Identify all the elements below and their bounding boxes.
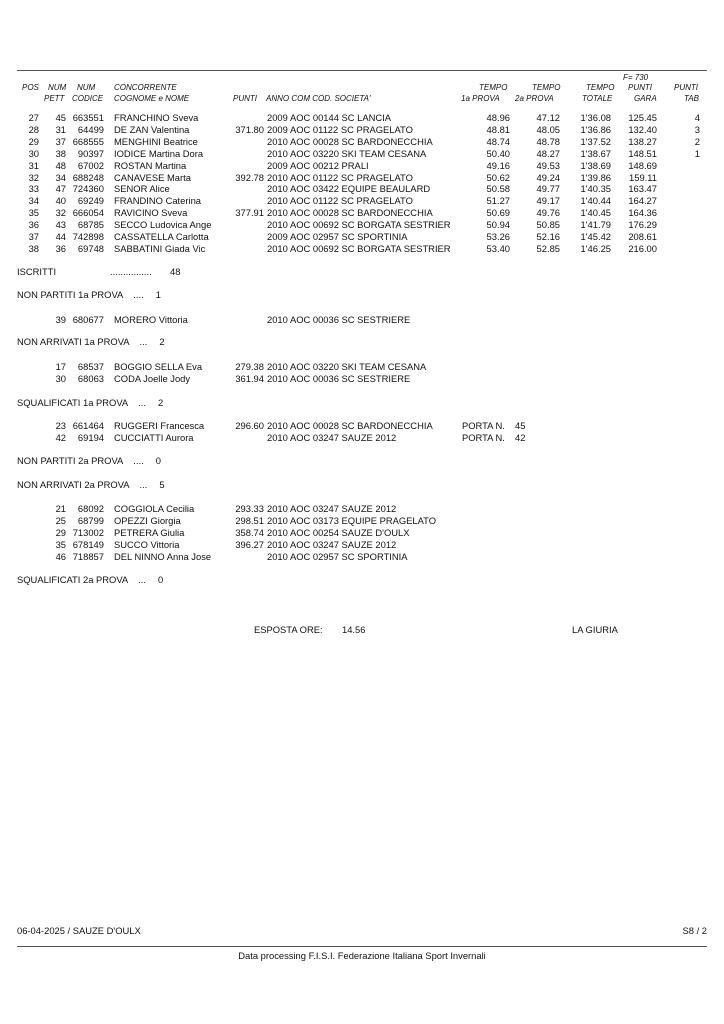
athlete-year-club: 2009 AOC 01122 SC PRAGELATO [267, 124, 413, 135]
athlete-name: CANAVESE Marta [114, 172, 191, 183]
run-1-time: 50.94 [486, 219, 510, 230]
col-codice: CODICE [72, 94, 104, 103]
run-1-time: 53.26 [486, 231, 510, 242]
bib-number: 29 [55, 527, 66, 538]
col-punti-gara: PUNTI [628, 83, 652, 92]
run-1-time: 53.40 [486, 243, 510, 254]
athlete-year-club: 2010 AOC 03422 EQUIPE BEAULARD [267, 183, 431, 194]
total-time: 1'40.45 [580, 207, 611, 218]
athlete-code: 90397 [77, 148, 104, 159]
bib-number: 37 [55, 136, 66, 147]
total-time: 1'36.86 [580, 124, 611, 135]
col-pett: PETT [44, 94, 65, 103]
athlete-year-club: 2010 AOC 00692 SC BORGATA SESTRIER [267, 243, 451, 254]
athlete-name: RAVICINO Sveva [114, 207, 188, 218]
bib-number: 31 [55, 124, 66, 135]
iscritti-count: 48 [170, 266, 181, 277]
run-2-time: 49.76 [536, 207, 560, 218]
col-prova-1: 1a PROVA [461, 94, 500, 103]
section-dots: ... [138, 574, 146, 585]
race-points: 132.40 [628, 124, 657, 135]
section-label: SQUALIFICATI 2a PROVA [17, 574, 129, 585]
athlete-year-club: 2010 AOC 01122 SC PRAGELATO [267, 195, 413, 206]
athlete-year-club: 2010 AOC 00028 SC BARDONECCHIA [267, 207, 433, 218]
athlete-points: 298.51 [235, 515, 264, 526]
run-2-time: 52.16 [536, 231, 560, 242]
section-dots: .... [133, 455, 144, 466]
athlete-year-club: 2010 AOC 03220 SKI TEAM CESANA [267, 361, 427, 372]
bib-number: 25 [55, 515, 66, 526]
run-2-time: 48.78 [536, 136, 560, 147]
athlete-code: 68063 [77, 373, 104, 384]
athlete-name: SENOR Alice [114, 183, 170, 194]
position: 36 [28, 219, 39, 230]
athlete-name: MORERO Vittoria [114, 314, 188, 325]
position: 30 [28, 148, 39, 159]
race-points: 148.69 [628, 160, 657, 171]
athlete-code: 68537 [77, 361, 104, 372]
total-time: 1'38.67 [580, 148, 611, 159]
section-count: 0 [157, 574, 164, 585]
bib-number: 42 [55, 432, 66, 443]
table-points: 1 [694, 148, 700, 159]
athlete-code: 68785 [77, 219, 104, 230]
top-rule [17, 70, 707, 71]
athlete-name: SABBATINI Giada Vic [114, 243, 206, 254]
athlete-year-club: 2009 AOC 00212 PRALI [267, 160, 369, 171]
athlete-year-club: 2010 AOC 00028 SC BARDONECCHIA [267, 136, 433, 147]
bib-number: 39 [55, 314, 66, 325]
col-tempo-2: TEMPO [532, 83, 561, 92]
run-1-time: 50.69 [486, 207, 510, 218]
iscritti-label: ISCRITTI [17, 266, 57, 277]
section-count: 0 [155, 455, 161, 466]
table-points: 2 [694, 136, 700, 147]
col-gara: GARA [634, 94, 657, 103]
gate-label: PORTA N. [462, 420, 505, 431]
athlete-code: 68799 [77, 515, 104, 526]
bib-number: 43 [55, 219, 66, 230]
athlete-name: CASSATELLA Carlotta [114, 231, 209, 242]
run-1-time: 48.96 [486, 112, 510, 123]
section-count: 2 [159, 336, 165, 347]
bib-number: 32 [55, 207, 66, 218]
run-2-time: 48.05 [536, 124, 560, 135]
position: 33 [28, 183, 39, 194]
race-points: 163.47 [628, 183, 657, 194]
bib-number: 45 [55, 112, 66, 123]
race-points: 208.61 [628, 231, 657, 242]
athlete-code: 69249 [77, 195, 104, 206]
position: 35 [28, 207, 39, 218]
athlete-points: 371.80 [235, 124, 264, 135]
athlete-name: PETRERA Giulia [114, 527, 185, 538]
col-punti-tab: PUNTI [674, 83, 698, 92]
position: 31 [28, 160, 39, 171]
bib-number: 40 [55, 195, 66, 206]
footer-date-place: 06-04-2025 / SAUZE D'OULX [17, 925, 141, 936]
bib-number: 34 [55, 172, 66, 183]
gate-label: PORTA N. [462, 432, 505, 443]
gate-number: 42 [515, 432, 526, 443]
run-1-time: 49.16 [486, 160, 510, 171]
section-label: NON PARTITI 2a PROVA [17, 455, 124, 466]
section-label: NON PARTITI 1a PROVA [17, 289, 124, 300]
athlete-year-club: 2010 AOC 00692 SC BORGATA SESTRIER [267, 219, 451, 230]
col-prova-2: 2a PROVA [515, 94, 554, 103]
run-2-time: 47.12 [536, 112, 560, 123]
athlete-year-club: 2010 AOC 00036 SC SESTRIERE [267, 314, 411, 325]
athlete-points: 279.38 [235, 361, 264, 372]
total-time: 1'39.86 [580, 172, 611, 183]
bib-number: 35 [55, 539, 66, 550]
table-points: 3 [694, 124, 700, 135]
race-points: 164.27 [628, 195, 657, 206]
bib-number: 21 [55, 503, 66, 514]
total-time: 1'41.79 [580, 219, 611, 230]
total-time: 1'40.35 [580, 183, 611, 194]
run-2-time: 49.17 [536, 195, 560, 206]
athlete-year-club: 2010 AOC 03247 SAUZE 2012 [267, 503, 397, 514]
race-points: 164.36 [628, 207, 657, 218]
total-time: 1'40.44 [580, 195, 611, 206]
athlete-code: 724360 [72, 183, 104, 194]
section-label: NON ARRIVATI 1a PROVA [17, 336, 130, 347]
athlete-name: BOGGIO SELLA Eva [114, 361, 203, 372]
athlete-code: 718857 [72, 551, 104, 562]
bib-number: 47 [55, 183, 66, 194]
athlete-name: COGGIOLA Cecilia [114, 503, 195, 514]
total-time: 1'46.25 [580, 243, 611, 254]
athlete-year-club: 2010 AOC 00028 SC BARDONECCHIA [267, 420, 433, 431]
col-totale: TOTALE [582, 94, 613, 103]
athlete-points: 293.33 [235, 503, 264, 514]
f-value: F= 730 [623, 73, 649, 82]
athlete-name: SECCO Ludovica Ange [114, 219, 212, 230]
run-1-time: 50.40 [486, 148, 510, 159]
run-1-time: 50.62 [486, 172, 510, 183]
run-2-time: 50.85 [536, 219, 560, 230]
iscritti-dots: ................ [110, 266, 152, 277]
bib-number: 46 [55, 551, 66, 562]
footer-processing: Data processing F.I.S.I. Federazione Italiana Sport Invernali [238, 950, 486, 961]
athlete-points: 392.78 [235, 172, 264, 183]
athlete-name: FRANCHINO Sveva [114, 112, 199, 123]
section-count: 2 [157, 397, 164, 408]
giuria-label: LA GIURIA [572, 624, 618, 635]
athlete-code: 668555 [72, 136, 104, 147]
run-1-time: 48.81 [486, 124, 510, 135]
bib-number: 17 [55, 361, 66, 372]
athlete-code: 661464 [72, 420, 104, 431]
athlete-name: DE ZAN Valentina [114, 124, 190, 135]
athlete-name: OPEZZI Giorgia [114, 515, 181, 526]
athlete-code: 666054 [72, 207, 104, 218]
race-points: 125.45 [628, 112, 657, 123]
athlete-name: MENGHINI Beatrice [114, 136, 198, 147]
run-2-time: 48.27 [536, 148, 560, 159]
section-label: SQUALIFICATI 1a PROVA [17, 397, 129, 408]
athlete-year-club: 2010 AOC 03247 SAUZE 2012 [267, 539, 397, 550]
position: 28 [28, 124, 39, 135]
athlete-year-club: 2010 AOC 02957 SC SPORTINIA [267, 551, 408, 562]
bib-number: 44 [55, 231, 66, 242]
athlete-code: 69194 [77, 432, 104, 443]
section-dots: .... [133, 289, 144, 300]
col-concorrente: CONCORRENTE [114, 83, 177, 92]
athlete-name: FRANDINO Caterina [114, 195, 201, 206]
section-dots: ... [138, 397, 146, 408]
col-tempo-3: TEMPO [586, 83, 615, 92]
athlete-name: SUCCO Vittoria [114, 539, 180, 550]
race-points: 138.27 [628, 136, 657, 147]
bib-number: 36 [55, 243, 66, 254]
race-points: 159.11 [629, 172, 657, 183]
bib-number: 48 [55, 160, 66, 171]
run-1-time: 50.58 [486, 183, 510, 194]
race-points: 148.51 [628, 148, 657, 159]
athlete-points: 296.60 [235, 420, 264, 431]
run-1-time: 51.27 [486, 195, 510, 206]
athlete-code: 678149 [72, 539, 104, 550]
athlete-code: 688248 [72, 172, 104, 183]
race-points: 216.00 [628, 243, 657, 254]
athlete-year-club: 2010 AOC 03247 SAUZE 2012 [267, 432, 397, 443]
total-time: 1'38.69 [580, 160, 611, 171]
section-count: 5 [159, 479, 165, 490]
bib-number: 30 [55, 373, 66, 384]
athlete-year-club: 2010 AOC 00036 SC SESTRIERE [267, 373, 411, 384]
run-2-time: 49.77 [536, 183, 560, 194]
col-num-1: NUM [48, 83, 67, 92]
athlete-name: IODICE Martina Dora [114, 148, 204, 159]
position: 37 [28, 231, 39, 242]
col-anno-societa: ANNO COM COD. SOCIETA' [266, 94, 371, 103]
position: 27 [28, 112, 39, 123]
athlete-code: 680677 [72, 314, 104, 325]
total-time: 1'37.52 [580, 136, 611, 147]
run-2-time: 49.24 [536, 172, 560, 183]
total-time: 1'45.42 [580, 231, 611, 242]
athlete-name: ROSTAN Martina [114, 160, 187, 171]
col-num-2: NUM [77, 83, 96, 92]
athlete-points: 361.94 [235, 373, 264, 384]
col-tab: TAB [684, 94, 699, 103]
athlete-points: 377.91 [235, 207, 264, 218]
athlete-year-club: 2010 AOC 03220 SKI TEAM CESANA [267, 148, 427, 159]
section-count: 1 [155, 289, 161, 300]
position: 29 [28, 136, 39, 147]
athlete-code: 64499 [77, 124, 104, 135]
athlete-code: 663551 [72, 112, 104, 123]
col-cognome-nome: COGNOME e NOME [114, 94, 190, 103]
athlete-points: 358.74 [235, 527, 264, 538]
position: 38 [28, 243, 39, 254]
run-2-time: 52.85 [536, 243, 560, 254]
run-1-time: 48.74 [486, 136, 510, 147]
athlete-year-club: 2009 AOC 00144 SC LANCIA [267, 112, 392, 123]
section-dots: ... [139, 479, 148, 490]
footer-page-number: S8 / 2 [682, 925, 707, 936]
col-tempo-1: TEMPO [479, 83, 508, 92]
athlete-year-club: 2009 AOC 02957 SC SPORTINIA [267, 231, 408, 242]
total-time: 1'36.08 [580, 112, 611, 123]
bib-number: 38 [55, 148, 66, 159]
athlete-code: 742898 [72, 231, 104, 242]
section-dots: ... [139, 336, 148, 347]
athlete-code: 69748 [77, 243, 104, 254]
race-points: 176.29 [628, 219, 657, 230]
athlete-year-club: 2010 AOC 00254 SAUZE D'OULX [267, 527, 410, 538]
athlete-points: 396.27 [235, 539, 264, 550]
athlete-code: 68092 [77, 503, 104, 514]
col-pos: POS [22, 83, 39, 92]
run-2-time: 49.53 [536, 160, 560, 171]
position: 32 [28, 172, 39, 183]
athlete-year-club: 2010 AOC 03173 EQUIPE PRAGELATO [267, 515, 437, 526]
athlete-code: 67002 [77, 160, 104, 171]
section-label: NON ARRIVATI 2a PROVA [17, 479, 130, 490]
athlete-name: DEL NINNO Anna Jose [114, 551, 212, 562]
esposta-label: ESPOSTA ORE: [254, 624, 323, 635]
col-punti: PUNTI [233, 94, 257, 103]
position: 34 [28, 195, 39, 206]
table-points: 4 [694, 112, 700, 123]
esposta-time: 14.56 [342, 624, 366, 635]
athlete-code: 713002 [72, 527, 104, 538]
bib-number: 23 [55, 420, 66, 431]
athlete-name: CUCCIATTI Aurora [114, 432, 194, 443]
athlete-name: CODA Joelle Jody [114, 373, 191, 384]
gate-number: 45 [515, 420, 526, 431]
athlete-name: RUGGERI Francesca [114, 420, 205, 431]
athlete-year-club: 2010 AOC 01122 SC PRAGELATO [267, 172, 413, 183]
footer-rule [17, 946, 707, 947]
